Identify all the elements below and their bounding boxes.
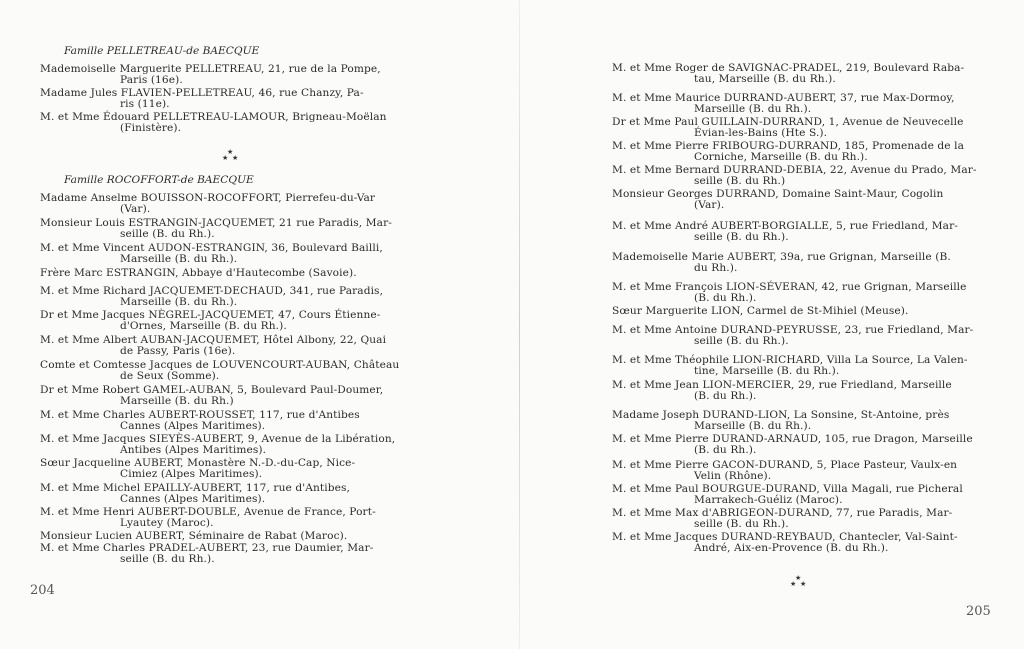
entry-line: Madame Anselme BOUISSON-ROCOFFORT, Pierrefeu-du-Var	[40, 192, 376, 204]
entry-line: Dr et Mme Robert GAMEL-AUBAN, 5, Boulevard Paul-Doumer,	[40, 384, 384, 396]
entry-continuation: Cimiez (Alpes Maritimes).	[120, 468, 263, 481]
entry-line: Sœur Jacqueline AUBERT, Monastère N.-D.-du-Cap, Nice-	[40, 457, 356, 469]
list-item	[612, 165, 977, 187]
list-item	[612, 221, 958, 243]
entry-continuation: d'Ornes, Marseille (B. du Rh.).	[120, 320, 287, 333]
entry-continuation: tine, Marseille (B. du Rh.).	[694, 365, 840, 378]
list-item	[40, 218, 392, 240]
list-item	[40, 243, 383, 265]
entry-continuation: (Var).	[120, 203, 151, 216]
list-item	[40, 64, 381, 86]
entry-continuation: seille (B. du Rh.)	[694, 175, 786, 188]
list-item	[612, 460, 957, 482]
list-item	[40, 483, 350, 505]
entry-continuation: (B. du Rh.).	[694, 390, 757, 403]
entry-line: M. et Mme François LION-SÉVERAN, 42, rue Grignan, Marseille	[612, 281, 967, 293]
list-item	[612, 93, 955, 115]
list-item	[612, 306, 908, 317]
family-heading-pelletreau: Famille PELLETREAU-de BAECQUE	[64, 45, 260, 57]
list-item	[612, 355, 968, 377]
entry-continuation: Marseille (B. du Rh.).	[120, 296, 238, 309]
entry-continuation: (Var).	[694, 199, 725, 212]
list-item	[612, 117, 963, 139]
entry-line: Mademoiselle Marie AUBERT, 39a, rue Grignan, Marseille (B.	[612, 251, 951, 263]
entry-line: M. et Mme Jacques DURAND-REYBAUD, Chantecler, Val-Saint-	[612, 531, 958, 543]
list-item	[40, 434, 395, 456]
entry-continuation: seille (B. du Rh.).	[694, 518, 789, 531]
entry-line: M. et Mme Roger de SAVIGNAC-PRADEL, 219, Boulevard Raba-	[612, 62, 965, 74]
entry-line: Madame Joseph DURAND-LION, La Sonsine, St-Antoine, près	[612, 409, 950, 421]
entry-line: M. et Mme Jacques SIEYÈS-AUBERT, 9, Avenue de la Libération,	[40, 433, 396, 445]
entry-continuation: seille (B. du Rh.).	[694, 231, 789, 244]
list-item	[40, 310, 380, 332]
entry-continuation: Marrakech-Guéliz (Maroc).	[694, 494, 843, 507]
entry-continuation: tau, Marseille (B. du Rh.).	[694, 73, 836, 86]
entry-line: Frère Marc ESTRANGIN, Abbaye d'Hautecombe (Savoie).	[40, 267, 357, 279]
entry-line: M. et Mme Paul BOURGUE-DURAND, Villa Magali, rue Picheral	[612, 483, 963, 495]
entry-line: M. et Mme Pierre DURAND-ARNAUD, 105, rue Dragon, Marseille	[612, 433, 973, 445]
page-number: 204	[30, 583, 55, 598]
entry-continuation: Marseille (B. du Rh.).	[694, 420, 812, 433]
entry-line: Monsieur Louis ESTRANGIN-JACQUEMET, 21 rue Paradis, Mar-	[40, 217, 392, 229]
list-item	[612, 508, 952, 530]
family-heading-rocoffort: Famille ROCOFFORT-de BAECQUE	[64, 174, 254, 186]
entry-line: M. et Mme Michel EPAILLY-AUBERT, 117, rue d'Antibes,	[40, 482, 351, 494]
three-star-ornament-icon: ★ ★ ★	[222, 148, 239, 162]
entry-continuation: Évian-les-Bains (Hte S.).	[694, 127, 828, 140]
entry-line: Monsieur Lucien AUBERT, Séminaire de Rabat (Maroc).	[40, 530, 348, 542]
list-item	[40, 543, 373, 565]
list-item	[40, 531, 347, 542]
entry-continuation: de Seux (Somme).	[120, 370, 220, 383]
entry-line: M. et Mme Pierre FRIBOURG-DURRAND, 185, Promenade de la	[612, 140, 965, 152]
entry-line: M. et Mme Richard JACQUEMET-DECHAUD, 341, rue Paradis,	[40, 285, 384, 297]
entry-line: M. et Mme Maurice DURRAND-AUBERT, 37, rue Max-Dormoy,	[612, 92, 955, 104]
list-item	[612, 434, 973, 456]
entry-line: Madame Jules FLAVIEN-PELLETREAU, 46, rue Chanzy, Pa-	[40, 87, 364, 99]
entry-line: Dr et Mme Paul GUILLAIN-DURRAND, 1, Avenue de Neuvecelle	[612, 116, 964, 128]
entry-continuation: Cannes (Alpes Maritimes).	[120, 493, 266, 506]
entry-continuation: (B. du Rh.).	[694, 292, 757, 305]
entry-line: M. et Mme Théophile LION-RICHARD, Villa La Source, La Valen-	[612, 354, 968, 366]
entry-line: Sœur Marguerite LION, Carmel de St-Mihiel (Meuse).	[612, 305, 909, 317]
entry-continuation: Velin (Rhône).	[694, 470, 772, 483]
entry-continuation: Cannes (Alpes Maritimes).	[120, 420, 266, 433]
entry-line: M. et Mme Albert AUBAN-JACQUEMET, Hôtel Albony, 22, Quai	[40, 334, 387, 346]
entry-continuation: André, Aix-en-Provence (B. du Rh.).	[694, 542, 889, 555]
entry-line: M. et Mme Vincent AUDON-ESTRANGIN, 36, Boulevard Bailli,	[40, 242, 383, 254]
list-item	[40, 88, 364, 110]
entry-continuation: ris (11e).	[120, 98, 170, 111]
entry-continuation: Marseille (B. du Rh.)	[120, 395, 234, 408]
list-item	[612, 410, 949, 432]
list-item	[612, 484, 963, 506]
entry-line: M. et Mme Charles AUBERT-ROUSSET, 117, rue d'Antibes	[40, 409, 360, 421]
entry-continuation: seille (B. du Rh.).	[120, 228, 215, 241]
entry-continuation: de Passy, Paris (16e).	[120, 345, 236, 358]
list-item	[612, 141, 964, 163]
entry-line: M. et Mme Charles PRADEL-AUBERT, 23, rue Daumier, Mar-	[40, 542, 374, 554]
entry-continuation: du Rh.).	[694, 262, 738, 275]
entry-line: M. et Mme Antoine DURAND-PEYRUSSE, 23, rue Friedland, Mar-	[612, 324, 974, 336]
list-item	[612, 325, 973, 347]
list-item	[612, 532, 958, 554]
entry-line: Monsieur Georges DURRAND, Domaine Saint-Maur, Cogolin	[612, 188, 944, 200]
entry-continuation: Antibes (Alpes Maritimes).	[120, 444, 267, 457]
list-item	[40, 360, 399, 382]
entry-line: M. et Mme Bernard DURRAND-DEBIA, 22, Avenue du Prado, Mar-	[612, 164, 977, 176]
list-item	[612, 63, 964, 85]
list-item	[40, 286, 383, 308]
entry-continuation: Paris (16e).	[120, 74, 183, 87]
entry-line: Mademoiselle Marguerite PELLETREAU, 21, rue de la Pompe,	[40, 63, 381, 75]
entry-line: Comte et Comtesse Jacques de LOUVENCOURT-AUBAN, Château	[40, 359, 400, 371]
entry-line: M. et Mme André AUBERT-BORGIALLE, 5, rue Friedland, Mar-	[612, 220, 958, 232]
entry-continuation: Marseille (B. du Rh.).	[694, 103, 812, 116]
entry-continuation: (B. du Rh.).	[694, 444, 757, 457]
entry-continuation: seille (B. du Rh.).	[694, 335, 789, 348]
list-item	[40, 410, 360, 432]
list-item	[612, 282, 967, 304]
list-item	[40, 268, 357, 279]
three-star-ornament-icon: ★ ★ ★	[790, 574, 807, 588]
entry-line: M. et Mme Édouard PELLETREAU-LAMOUR, Brigneau-Moëlan	[40, 111, 387, 123]
list-item	[40, 385, 383, 407]
list-item	[40, 193, 375, 215]
list-item	[612, 380, 952, 402]
list-item	[40, 112, 387, 134]
entry-line: M. et Mme Henri AUBERT-DOUBLE, Avenue de France, Port-	[40, 506, 376, 518]
entry-continuation: (Finistère).	[120, 122, 182, 135]
entry-continuation: Marseille (B. du Rh.).	[120, 253, 238, 266]
entry-line: M. et Mme Max d'ABRIGEON-DURAND, 77, rue Paradis, Mar-	[612, 507, 953, 519]
page-number: 205	[966, 604, 991, 619]
list-item	[612, 252, 951, 274]
entry-continuation: seille (B. du Rh.).	[120, 553, 215, 566]
list-item	[612, 189, 943, 211]
entry-line: M. et Mme Pierre GACON-DURAND, 5, Place Pasteur, Vaulx-en	[612, 459, 958, 471]
list-item	[40, 458, 355, 480]
right-page	[520, 0, 1024, 649]
entry-continuation: Corniche, Marseille (B. du Rh.).	[694, 151, 868, 164]
entry-continuation: Lyautey (Maroc).	[120, 517, 214, 530]
list-item	[40, 507, 376, 529]
list-item	[40, 335, 386, 357]
entry-line: M. et Mme Jean LION-MERCIER, 29, rue Friedland, Marseille	[612, 379, 952, 391]
entry-line: Dr et Mme Jacques NÈGREL-JACQUEMET, 47, Cours Étienne-	[40, 309, 381, 321]
